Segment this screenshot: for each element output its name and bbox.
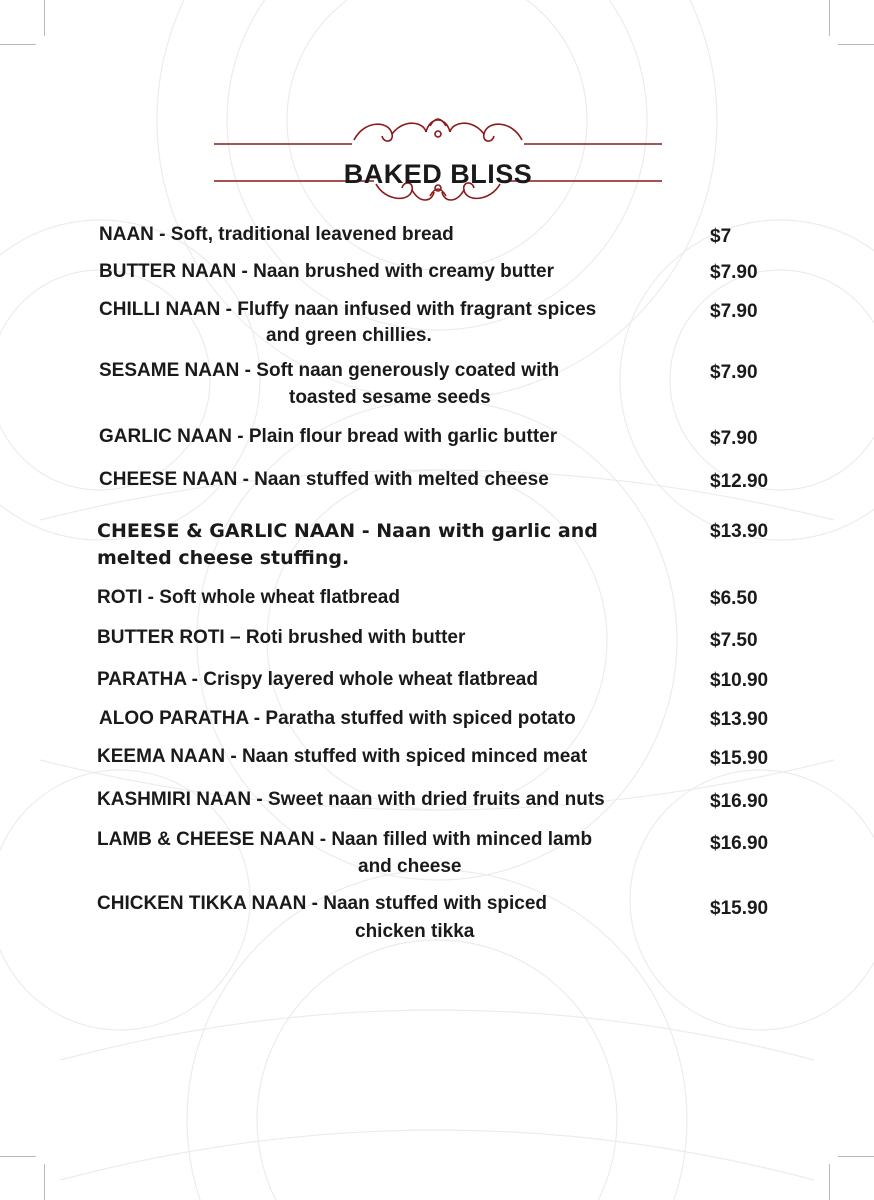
item-price: $7 <box>710 226 732 247</box>
item-description-continued: and green chillies. <box>266 325 432 346</box>
item-description-continued: chicken tikka <box>355 921 475 942</box>
item-description: CHEESE & GARLIC NAAN - Naan with garlic and <box>97 520 598 542</box>
ornament-divider-icon <box>214 112 662 204</box>
crop-mark <box>0 44 36 45</box>
item-description: KEEMA NAAN - Naan stuffed with spiced minced meat <box>97 746 588 767</box>
item-description: BUTTER ROTI – Roti brushed with butter <box>97 627 466 648</box>
item-description: ROTI - Soft whole wheat flatbread <box>97 587 400 608</box>
item-price: $7.90 <box>710 301 758 322</box>
menu-header <box>214 112 662 204</box>
crop-mark <box>838 1156 874 1157</box>
item-price: $10.90 <box>710 670 769 691</box>
item-description-continued: and cheese <box>358 856 462 877</box>
item-description: NAAN - Soft, traditional leavened bread <box>99 224 454 245</box>
item-price: $7.90 <box>710 428 758 449</box>
menu-title: BAKED BLISS <box>343 159 533 189</box>
item-price: $16.90 <box>710 833 769 854</box>
item-description: BUTTER NAAN - Naan brushed with creamy butter <box>99 261 554 282</box>
item-description: LAMB & CHEESE NAAN - Naan filled with minced lamb <box>97 829 593 850</box>
item-description: CHEESE NAAN - Naan stuffed with melted cheese <box>99 469 549 490</box>
item-price: $13.90 <box>710 709 769 730</box>
item-description: ALOO PARATHA - Paratha stuffed with spiced potato <box>99 708 576 729</box>
crop-mark <box>0 1156 36 1157</box>
item-description: SESAME NAAN - Soft naan generously coated with <box>99 360 560 381</box>
item-description: PARATHA - Crispy layered whole wheat flatbread <box>97 669 538 690</box>
item-description-continued: toasted sesame seeds <box>289 387 491 408</box>
item-price: $7.50 <box>710 630 758 651</box>
crop-mark <box>829 1164 830 1200</box>
item-price: $6.50 <box>710 588 758 609</box>
item-price: $15.90 <box>710 898 769 919</box>
item-price: $13.90 <box>710 521 769 542</box>
crop-mark <box>44 1164 45 1200</box>
item-description-continued: melted cheese stuffing. <box>97 547 350 569</box>
crop-mark <box>838 44 874 45</box>
item-description: CHICKEN TIKKA NAAN - Naan stuffed with spiced <box>97 893 548 914</box>
crop-mark <box>44 0 45 36</box>
item-price: $15.90 <box>710 748 769 769</box>
item-price: $7.90 <box>710 362 758 383</box>
crop-mark <box>829 0 830 36</box>
item-description: KASHMIRI NAAN - Sweet naan with dried fruits and nuts <box>97 789 605 810</box>
item-description: GARLIC NAAN - Plain flour bread with garlic butter <box>99 426 558 447</box>
item-price: $7.90 <box>710 262 758 283</box>
item-description: CHILLI NAAN - Fluffy naan infused with fragrant spices <box>99 299 597 320</box>
item-price: $16.90 <box>710 791 769 812</box>
item-price: $12.90 <box>710 471 769 492</box>
